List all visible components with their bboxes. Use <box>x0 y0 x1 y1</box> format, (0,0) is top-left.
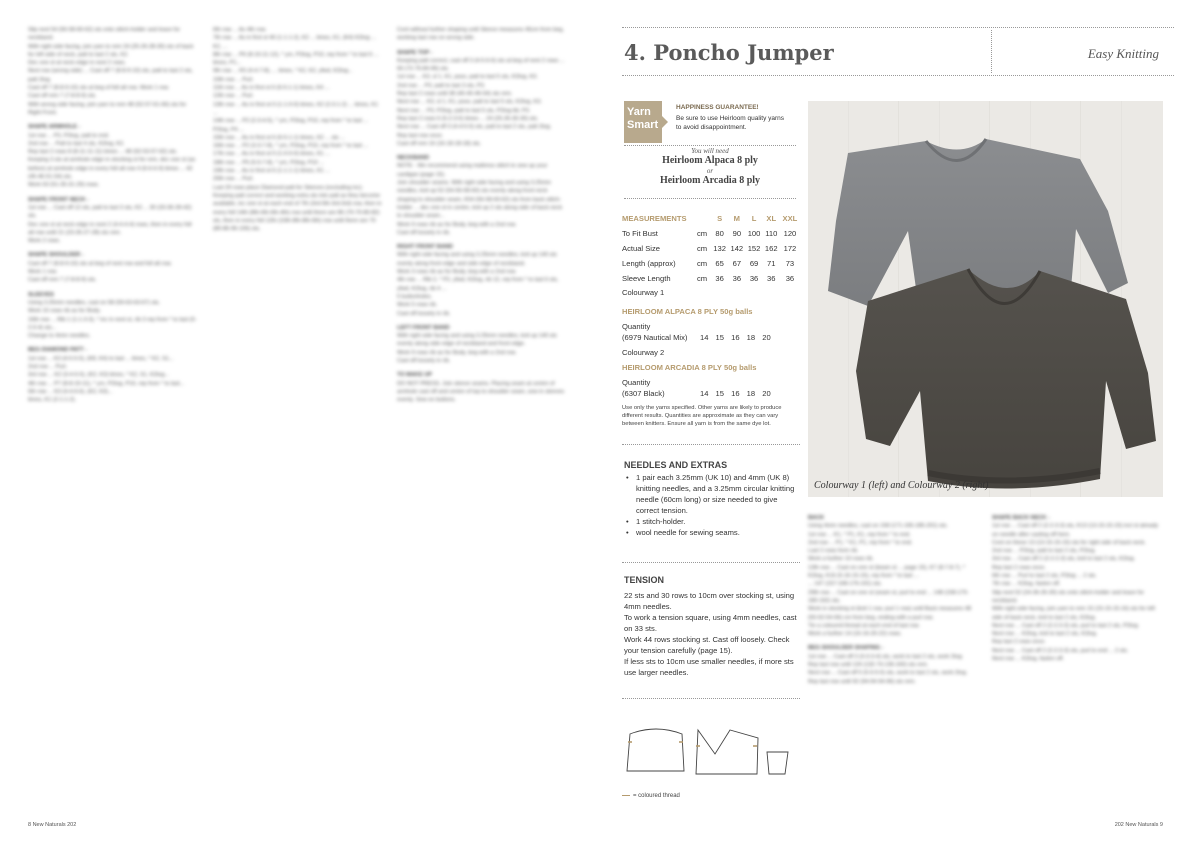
blurred-paragraph: Next row ... K2tog, knit to last 2 sts, K2tog. <box>992 631 1098 638</box>
blurred-paragraph: Tie a coloured thread at each end of last row. <box>808 622 920 629</box>
tension-text <box>624 590 802 678</box>
blurred-paragraph: Cont on these 13 (13-15-15-15) sts for right side of back neck. <box>992 539 1146 546</box>
blurred-paragraph: Next row ... Cast off 2 (2-2-3-3) sts, purl to last 2 sts, P2tog. <box>992 622 1140 629</box>
blurred-paragraph: 2nd row ... P3, patt to last 3 sts, P3. <box>397 82 486 89</box>
blurred-paragraph: 12th row ... Purl. <box>213 93 254 100</box>
blurred-paragraph: SHAPE SHOULDER - <box>28 252 84 259</box>
blurred-paragraph: 16th row ... Rib 1 (1-1-3-3), * inc in next st, rib 3 rep from * to last (0-2-0-4) sts... <box>28 316 197 331</box>
blurred-column-2 <box>213 26 383 796</box>
cell: 152 <box>747 244 761 253</box>
category-label: Easy Knitting <box>1087 46 1159 61</box>
blurred-paragraph: Cont without further shaping until Sleeve measures 45cm from beg, working last row on wrong side. <box>397 27 564 42</box>
blurred-column-4 <box>808 508 978 808</box>
measurement-row <box>622 256 800 271</box>
blurred-paragraph: Cast off loosely in rib. <box>397 310 451 317</box>
list-item: • wool needle for sewing seams. <box>624 527 800 538</box>
right-page <box>596 0 1191 842</box>
blurred-paragraph: Cast off loosely in rib. <box>397 229 451 236</box>
tension-line: If less sts to 10cm use smaller needles, if more sts use larger needles. <box>624 657 794 677</box>
blurred-paragraph: SHAPE BACK NECK - <box>992 515 1050 521</box>
garment-photo <box>808 101 1163 497</box>
yarn-note: Use only the yarns specified. Other yarns are likely to produce different results. Quantities are approximate as they can vary between knitters. Ensure all yarn is from the same dye lot. <box>622 405 782 428</box>
blurred-paragraph: 4th row ... P7 (8-8-10-11), * yrn, P2tog, P10, rep from * to last... <box>28 380 185 387</box>
tension-line: Work 44 rows stocking st. Cast off loosely. Check your tension carefully (page 15). <box>624 635 790 655</box>
folio-left: 8 New Naturals 202 <box>28 822 77 828</box>
page-title: 4. Poncho Jumper <box>624 40 834 65</box>
cell: 132 <box>713 244 726 253</box>
blurred-paragraph: Rep last row until 92 (94-94-94-96) sts rem. <box>808 678 916 685</box>
blurred-paragraph: 6th row ... As 4th row. <box>213 27 267 33</box>
blurred-paragraph: Next row ... P3, P2tog, patt to last 5 sts, P2tog tbl, P3. <box>397 107 531 114</box>
blurred-paragraph: Cast off rem 7 (7-8-8-9) sts. <box>28 93 97 100</box>
divider <box>624 198 796 199</box>
quantity-values: 14 15 16 18 20 <box>700 333 771 342</box>
blurred-paragraph: Rep last row until 124 (132-74-136-160) sts rem. <box>808 662 929 669</box>
folio-right: 202 New Naturals 9 <box>1114 822 1163 828</box>
blurred-paragraph: NECKBAND <box>397 155 430 162</box>
blurred-paragraph: Next row ... Cast off 2 (2-2-3-3) sts, purl to end ... 2 sts. <box>992 647 1129 654</box>
blurred-paragraph: Work 9 rows rib as for Body, beg with a 2nd row. <box>397 349 517 356</box>
row-label: To Fit Bust <box>622 229 658 238</box>
blurred-paragraph: 1st row ... Cast off 2 (2-2-3-3) sts, K13 (13-15-15-15) incl st already on needle after casting off here. <box>992 523 1159 538</box>
blurred-paragraph: SHAPE TOP - <box>397 49 433 56</box>
blurred-paragraph: 8th row ... P6 (8-10-11-12), * yrn, P2tog, P10, rep from * to last 6 ... times, P1... <box>213 51 379 67</box>
blurred-paragraph: Cast off 7 (8-8-9-10) sts at beg of foll alt row. Work 1 row. <box>28 85 170 92</box>
yarn-smart-text: Be sure to use Heirloom quality yarns to avoid disappointment. <box>676 115 785 131</box>
tension-line: To work a tension square, using 4mm needles, cast on 33 sts. <box>624 613 797 633</box>
blurred-paragraph: 5th row ... K3 (4-4-6-6), (K2, K3)... <box>28 388 113 395</box>
blurred-paragraph: Work 15 rows rib as for Body. <box>28 308 101 315</box>
blurred-paragraph: Join shoulder seams. With right side facing and using 3.25mm needles, knit up 52 (54-56-58-60) sts evenly along front neck shaping to shoulder seam, K54 (56-58-60-62) sts from back stitch-holder ... dec one st in centre, knit up 2 sts along side of back neck to shoulder seam... <box>397 180 563 220</box>
cell: 142 <box>730 244 744 253</box>
size-header: M <box>733 214 740 223</box>
blurred-paragraph: Cast off 7 (8-8-9-10) sts at beg of next row and foll alt row. <box>28 260 172 267</box>
blurred-paragraph: Dec one st at neck edge in next 2 rows. <box>28 60 126 67</box>
shade-label: (6979 Nautical Mix) <box>622 333 688 342</box>
yarn-option-2: Heirloom Arcadia 8 ply <box>659 175 761 186</box>
divider <box>622 562 800 563</box>
blurred-paragraph: RIGHT FRONT BAND <box>397 244 453 251</box>
blurred-paragraph: Keeping patt correct and working extra sts into patt as they become available, inc one st at each end of 7th (3rd-5th-3rd-3rd) row, then in every foll 14th (8th-6th-6th-4th) row until there are 86 (70-70-80-82) sts, then in every foll 12th (10th-8th-8th-6th) row until there are 70 (80-86-96-106) sts. <box>213 192 382 233</box>
blurred-paragraph: 2nd row ... P1, * K1, P1, rep from * to end. <box>808 539 913 546</box>
size-header: XL <box>766 214 777 223</box>
badge-line-1: Yarn <box>627 106 651 118</box>
cell: 90 <box>732 229 742 238</box>
blurred-paragraph: 2nd row ... Purl. <box>28 363 68 370</box>
divider <box>624 145 796 146</box>
blurred-paragraph: Cast off loosely in rib. <box>397 357 451 364</box>
cell: 120 <box>783 229 797 238</box>
blurred-paragraph: Next row ... K3, sl 1, K1, psso, patt to last 5 sts, K2tog, K3. <box>397 99 542 106</box>
quantity-label: Quantity <box>622 322 651 331</box>
tension-heading: TENSION <box>624 575 665 585</box>
list-item: • 1 stitch-holder. <box>624 516 800 527</box>
blurred-paragraph: Next row ... K2tog, fasten off. <box>992 656 1065 663</box>
blurred-paragraph: Slip next 52 (24-36-26-30) sts onto stitch-holder and leave for neckband. <box>992 589 1145 604</box>
blurred-paragraph: Rep last 2 rows once. <box>992 639 1046 646</box>
title-separator <box>991 30 992 73</box>
blurred-paragraph: 7th row ... K2tog, fasten off. <box>992 581 1061 588</box>
quantity-values: 14 15 16 18 20 <box>700 389 771 398</box>
cell: 67 <box>732 259 742 268</box>
you-will-need-label: You will need <box>691 147 729 155</box>
blurred-paragraph: 13th row ... As in first st 0 (1-1-0-0) times, K2 (2-3-1-2) ... times, K1 ... <box>213 101 379 116</box>
colourway-2-quantity <box>622 377 800 399</box>
blurred-paragraph: Work 63 (51-35-31-29) rows. <box>28 182 100 189</box>
tension-line: 22 sts and 30 rows to 10cm over stocking st, using 4mm needles. <box>624 591 795 611</box>
size-header: XXL <box>782 214 798 223</box>
blurred-paragraph: 7th row ... As in first st 40 (1-1-1-2), K2 ... times, K1, (K4) K2tog ... K2, ... <box>213 35 376 50</box>
cell: 80 <box>715 229 724 238</box>
blurred-paragraph: Last 2 rows form rib. <box>808 548 859 555</box>
blurred-paragraph: Next row ... Cast off 3 (4-4-5-5) sts, patt to last 2 sts, patt 2tog. <box>397 124 552 131</box>
list-item: • 1 pair each 3.25mm (UK 10) and 4mm (UK 8) knitting needles, and a 3.25mm circular knitting needle (60cm long) or size needed to give correct tension. <box>624 472 800 516</box>
or-label: or <box>706 167 714 175</box>
blurred-paragraph: 29th row ... Cast on one st (seam st, purl to end ... 148 (158-170-180-192) sts. <box>808 589 969 604</box>
row-unit: cm <box>697 244 708 253</box>
blurred-paragraph: Work in stocking st (knit 1 row, purl 1 row) until Back measures 48 (50-52-54-56) cm from beg, ending with a purl row. <box>808 606 972 621</box>
divider <box>622 698 800 699</box>
cell: 162 <box>764 244 778 253</box>
blurred-paragraph: DO NOT PRESS. Join sleeve seams. Placing seam at centre of armhole cast off and centre of top to shoulder seam, sew in sleeves evenly. Sew on buttons. <box>397 380 565 404</box>
blurred-paragraph: Work 5 rows rib. <box>397 302 438 309</box>
blurred-paragraph: With right side facing, join yarn to rem 24 (25-26-28-30) sts of back for left side of neck, patt to last 2 sts, K2. <box>28 43 194 58</box>
blurred-paragraph: ... 147 (157-168-176-191) sts. <box>808 581 883 588</box>
blurred-paragraph: Using 4mm needles, cast on 158 (171-165-185-201) sts. <box>808 523 948 530</box>
size-header: L <box>751 214 757 223</box>
title-bar <box>622 27 1174 76</box>
measurements-header: MEASUREMENTS <box>622 214 687 223</box>
legend-text: = coloured thread <box>633 793 680 799</box>
blurred-paragraph: Rep last 2 rows 6 (5-2-3-5) times ... 24 (25-26-30-30) sts. <box>397 115 539 122</box>
blurred-paragraph: Cast off rem 7 (7-8-8-9) sts. <box>28 277 97 284</box>
quantity-label: Quantity <box>622 378 651 387</box>
blurred-paragraph: Cast off rem 16 (16-18-18-18) sts. <box>397 140 482 147</box>
cell: 36 <box>767 274 776 283</box>
yarn-option-1: Heirloom Alpaca 8 ply <box>662 155 758 166</box>
blurred-paragraph: With wrong side facing, join yarn to rem 48 (52-57-61-66) sts for Right Front. <box>28 101 187 116</box>
measurement-row <box>622 241 800 256</box>
colourway-2-label: Colourway 2 <box>622 348 665 357</box>
needles-heading: NEEDLES AND EXTRAS <box>624 460 728 470</box>
blurred-paragraph: Dec one st at neck edge in next 2 (4-4-4-4) rows, then in every foll alt row until 21 (23-26-27-28) sts rem. <box>28 221 192 236</box>
measurements-table <box>622 211 800 286</box>
cell: 71 <box>767 259 776 268</box>
blurred-paragraph: Keeping patt correct, cast off 3 (4-5-6-6) sts at beg of next 2 rows ... 66 (72-76-84-96) sts. <box>397 57 565 73</box>
blurred-paragraph: 1st row ... Cast off 3 (3-3-3-4) sts, work to last 2 sts, work 2tog. <box>808 653 964 660</box>
size-header: S <box>717 214 723 223</box>
badge-line-2: Smart <box>627 119 659 131</box>
left-page <box>0 0 595 842</box>
blurred-paragraph: 14th row ... P2 (2-3-4-5), * yrn, P2tog, P10, rep from * to last ... P2tog, P4 ... <box>213 118 369 133</box>
blurred-paragraph: Rep last 2 rows until 38 (40-40-46-54) sts rem. <box>397 91 513 98</box>
blurred-paragraph: 1st row ... K3 (4-5-5-5), (K8, K4) to last ... times, * K2, S1... <box>28 355 174 362</box>
measurement-row <box>622 226 800 241</box>
shade-label: (6307 Black) <box>622 389 665 398</box>
blurred-paragraph: 2nd row ... P2tog, patt to last 2 sts, P2tog. <box>992 548 1096 555</box>
blurred-paragraph: 15th row ... As in first st 6 (6-5-1-1) times, K2 ... sts ... <box>213 134 345 141</box>
cell: 69 <box>749 259 759 268</box>
sweaters-illustration <box>808 101 1163 497</box>
coloured-thread-swatch <box>622 795 630 796</box>
blurred-paragraph: Change to 4mm needles. <box>28 333 91 340</box>
schematic-legend <box>622 793 680 799</box>
blurred-paragraph: 18th row ... P5 (5-5-7-8), * yrn, P2tog, P10 ... <box>213 159 324 166</box>
yarn-smart-badge <box>624 101 662 143</box>
blurred-paragraph: 3rd row ... K2 (3-4-5-5), (K2, K3) times, * K2, S1, K2tog... <box>28 372 170 379</box>
cell: 36 <box>715 274 724 283</box>
row-label: Length (approx) <box>622 259 676 268</box>
measurement-row <box>622 271 800 286</box>
needles-list <box>624 472 800 538</box>
cell: 73 <box>785 259 795 268</box>
colourway-1-label: Colourway 1 <box>622 288 665 297</box>
yarn-smart-heading: HAPPINESS GUARANTEE! <box>676 104 759 111</box>
blurred-paragraph: SHAPE FRONT NECK - <box>28 196 89 203</box>
cell: 36 <box>749 274 759 283</box>
cell: 110 <box>765 229 778 238</box>
blurred-paragraph: Work a further 14 (16-16-20-22) rows. <box>808 631 902 638</box>
blurred-paragraph: Next row (wrong side) ... Cast off 7 (8-8-9-10) sts, patt to last 2 sts, patt 2tog. <box>28 68 193 83</box>
cell: 172 <box>783 244 797 253</box>
blurred-paragraph: LEFT FRONT BAND <box>397 324 450 331</box>
blurred-paragraph: With right side facing and using 3.25mm needles, knit up 140 sts evenly along front edge and side edge of neckband. <box>397 252 557 267</box>
blurred-paragraph: Rep last row once. <box>397 132 444 139</box>
blurred-paragraph: Work 3 rows rib as for Body, beg with a 2nd row. <box>397 269 517 276</box>
blurred-paragraph: 9th row ... K5 (4-4-7-8), ... times, * K2, K2, yfwd, K2tog... <box>213 68 353 75</box>
blurred-paragraph: Next row ... Cast off 5 (5-5-5-5) sts, work to last 2 sts, work 2tog. <box>808 670 968 677</box>
blurred-paragraph: 1st row ... P3, P2tog, patt to end. <box>28 132 110 139</box>
blurred-paragraph: 3rd row ... Cast off 2 (2-2-2-3) sts, knit to last 2 sts, K2tog. <box>992 556 1136 563</box>
blurred-paragraph: 16th row ... P2 (3-3-7-8), * yrn, P2tog, P10, rep from * to last ... <box>213 143 369 150</box>
blurred-paragraph: 5 buttonholes. <box>397 293 433 300</box>
blurred-paragraph: Rep last 2 rows once. <box>992 564 1046 571</box>
blurred-paragraph: 13th row ... Cast on one st (beam st ... page 15), K7 (8-7-8-7), * K2tog, K16 (5-16-15-15), rep from * to last ... <box>808 564 966 580</box>
blurred-column-1 <box>28 26 198 796</box>
blurred-paragraph: times, K1 (2-1-1-2). <box>28 397 77 404</box>
row-unit: cm <box>697 229 708 238</box>
colourway-1-quantity <box>622 321 800 343</box>
blurred-paragraph: 20th row ... Purl. <box>213 176 254 183</box>
cell: 36 <box>785 274 795 283</box>
blurred-paragraph: Work 9 rows rib as for Body, beg with a 2nd row. <box>397 221 517 228</box>
blurred-paragraph: SHAPE ARMHOLE - <box>28 124 81 131</box>
divider <box>622 444 800 445</box>
cell: 100 <box>747 229 761 238</box>
blurred-paragraph: 2nd row ... Patt to last 4 sts, K2tog, K2. <box>28 140 125 147</box>
blurred-paragraph: 11th row ... As in first st 6 (6-5-1-1) times, K4 ... <box>213 85 330 92</box>
row-unit: cm <box>697 259 708 268</box>
row-label: Actual Size <box>622 244 660 253</box>
photo-caption: Colourway 1 (left) and Colourway 2 (right) <box>814 480 989 491</box>
cell: 36 <box>732 274 742 283</box>
blurred-paragraph: Last 20 rows place Diamond patt for Sleeves (excluding inc). <box>213 184 364 191</box>
blurred-paragraph: 4th row ... Rib 2, * P2, yfwd, K2tog, rib 12, rep from * to last 6 sts, yfwd, K2tog, rib 4 ... <box>397 277 559 292</box>
row-unit: cm <box>697 274 708 283</box>
colourway-1-yarn: HEIRLOOM ALPACA 8 PLY 50g balls <box>622 307 753 316</box>
blurred-paragraph: With right side facing, join yarn to rem 15 (15-15-15-16) sts for left side of back neck, knit to last 2 sts, K2tog. <box>992 606 1155 621</box>
blurred-paragraph: 6th row ... Purl to last 2 sts, P2tog ... 2 sts. <box>992 573 1097 580</box>
blurred-paragraph: 1st row ... Cast off 12 sts, patt to last 3 sts, K3 ... 30 (33-36-39-42) sts. <box>28 204 192 220</box>
blurred-paragraph: Work a further 10 rows rib. <box>808 556 874 563</box>
blurred-paragraph: 17th row ... As in first st 0 (1-0-0-0) times, K1 ... <box>213 151 330 158</box>
blurred-paragraph: 1st row ... K1, * P1, K1, rep from * to end. <box>808 531 911 538</box>
blurred-paragraph: 10th row ... Purl. <box>213 76 254 83</box>
blurred-paragraph: BACK <box>808 515 825 521</box>
blurred-paragraph: 1st row ... K3, sl 1, K1, psso, patt to last 5 sts, K2tog, K3. <box>397 74 538 81</box>
yarn-smart-box <box>624 101 796 143</box>
blurred-paragraph: Using 3.25mm needles, cast on 58 (59-63-63-67) sts. <box>28 299 161 306</box>
blurred-paragraph: SLEEVES <box>28 291 54 298</box>
blurred-column-5 <box>992 508 1162 808</box>
you-will-need <box>624 147 796 187</box>
blurred-paragraph: Work 1 row. <box>28 269 58 276</box>
blurred-paragraph: Keeping 3 sts at armhole edge in stocking st for rem, dec one st (as before) at armhole edge in every foll alt row 4 (6-6-6-9) times ... 42 (45-46-51-54) sts. <box>28 157 196 181</box>
blurred-column-3 <box>397 26 567 796</box>
garment-schematic <box>622 716 802 786</box>
row-label: Sleeve Length <box>622 274 671 283</box>
blurred-paragraph: NOTE - We recommend using mattress stitch to sew up your cardigan (page 15). <box>397 163 548 178</box>
blurred-paragraph: Slip next 54 (56-58-60-62) sts onto stitch-holder and leave for neckband. <box>28 27 181 42</box>
cell: 65 <box>715 259 724 268</box>
blurred-paragraph: With right side facing and using 3.25mm needles, knit up 140 sts evenly along side edge of neckband and front edge. <box>397 333 557 348</box>
blurred-paragraph: TO MAKE UP <box>397 372 433 379</box>
colourway-2-yarn: HEIRLOOM ARCADIA 8 PLY 50g balls <box>622 363 757 372</box>
blurred-paragraph: 19th row ... As in first st 6 (1-1-1-1) times, K1 ... <box>213 168 330 175</box>
blurred-paragraph: Rep last 2 rows 8 (8-11-11-11) times ... 48 (52-53-57-62) sts. <box>28 149 178 156</box>
blurred-paragraph: Work 2 rows. <box>28 238 61 245</box>
blurred-paragraph: BEG DIAMOND PATT - <box>28 347 88 354</box>
blurred-paragraph: BEG SHOULDER SHAPING - <box>808 645 884 652</box>
